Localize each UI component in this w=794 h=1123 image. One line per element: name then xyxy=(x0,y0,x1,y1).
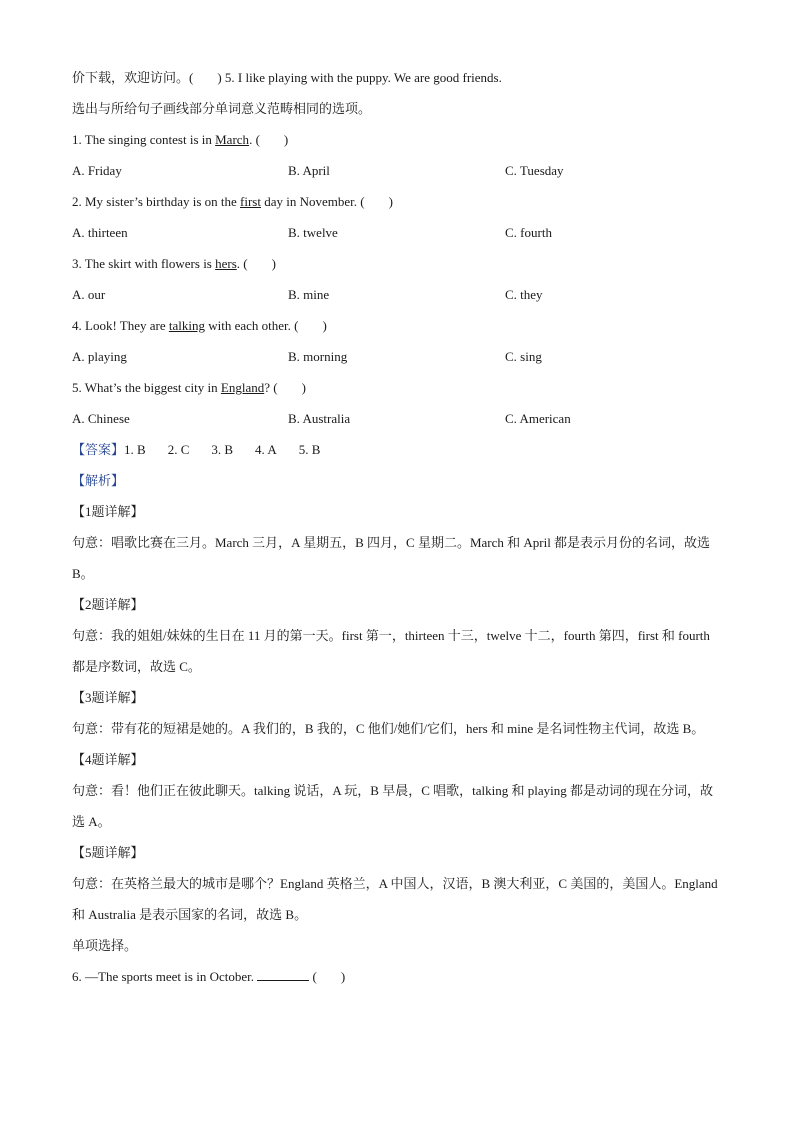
underlined-word: March xyxy=(215,132,250,147)
answer-item: 3. B xyxy=(211,442,234,457)
answer-item: 1. B xyxy=(124,442,146,457)
answer-item: 2. C xyxy=(167,442,190,457)
detail-text-1: 句意：唱歌比赛在三月。March 三月，A 星期五，B 四月，C 星期二。March 和 April 都是表示月份的名词，故选 B。 xyxy=(72,535,711,581)
option-a: A. Friday xyxy=(72,163,122,178)
option-b: B. twelve xyxy=(288,225,338,240)
question-number: 5. xyxy=(72,380,82,395)
question-text-after: . ( xyxy=(236,256,248,271)
detail-text-2: 句意：我的姐姐/妹妹的生日在 11 月的第一天。first 第一，thirteen 十三，twelve 十二，fourth 第四，first 和 fourth 都是序数词，故选 C。 xyxy=(72,628,710,674)
option-c: C. fourth xyxy=(505,225,552,240)
option-a: A. Chinese xyxy=(72,411,130,426)
question-text: The skirt with flowers is xyxy=(84,256,216,271)
question-6 xyxy=(72,961,732,992)
question-3 xyxy=(72,248,732,279)
document-page xyxy=(72,62,732,992)
detail-text-4: 句意：看！他们正在彼此聊天。talking 说话，A 玩，B 早晨，C 唱歌，talking 和 playing 都是动词的现在分词，故选 A。 xyxy=(72,783,713,829)
option-a: A. our xyxy=(72,287,106,302)
option-b: B. morning xyxy=(288,349,348,364)
detail-heading-3: 【3题详解】 xyxy=(72,690,144,705)
detail-text-3: 句意：带有花的短裙是她的。A 我们的，B 我的，C 他们/她们/它们，hers 和 mine 是名词性物主代词，故选 B。 xyxy=(72,721,705,736)
question-6-bracket: ( xyxy=(309,969,317,984)
question-4 xyxy=(72,310,732,341)
answer-label: 【答案】 xyxy=(72,442,125,457)
fill-blank xyxy=(257,968,309,981)
question-5 xyxy=(72,372,732,403)
options-1 xyxy=(72,155,732,186)
question-6-text: 6. —The sports meet is in October. xyxy=(72,969,258,984)
options-5 xyxy=(72,403,732,434)
answer-bracket-close: ) xyxy=(271,256,276,271)
options-3 xyxy=(72,279,732,310)
option-b: B. Australia xyxy=(288,411,351,426)
question-number: 2. xyxy=(72,194,82,209)
question-number: 1. xyxy=(72,132,82,147)
option-c: C. Tuesday xyxy=(505,163,564,178)
option-a: A. playing xyxy=(72,349,127,364)
underlined-word: talking xyxy=(168,318,205,333)
option-b: B. April xyxy=(288,163,330,178)
answer-bracket-close: ) xyxy=(301,380,306,395)
options-2 xyxy=(72,217,732,248)
question-number: 3. xyxy=(72,256,82,271)
answer-item: 4. A xyxy=(255,442,277,457)
answer-bracket-close: ) xyxy=(388,194,393,209)
instruction: 选出与所给句子画线部分单词意义范畴相同的选项。 xyxy=(72,101,372,116)
option-a: A. thirteen xyxy=(72,225,128,240)
top-line xyxy=(72,62,732,93)
question-2 xyxy=(72,186,732,217)
question-1 xyxy=(72,124,732,155)
top-line-prefix: 价下载，欢迎访问。( xyxy=(72,70,194,85)
option-c: C. sing xyxy=(505,349,542,364)
question-text-after: day in November. ( xyxy=(260,194,365,209)
detail-heading-1: 【1题详解】 xyxy=(72,504,144,519)
option-b: B. mine xyxy=(288,287,330,302)
answer-bracket-close: ) xyxy=(283,132,289,147)
underlined-word: first xyxy=(240,194,261,209)
detail-heading-4: 【4题详解】 xyxy=(72,752,144,767)
detail-heading-5: 【5题详解】 xyxy=(72,845,144,860)
question-text: The singing contest is in xyxy=(84,132,216,147)
top-line-suffix: ) 5. I like playing with the puppy. We are good friends. xyxy=(217,70,502,85)
section-2-title: 单项选择。 xyxy=(72,938,138,953)
question-text-after: . ( xyxy=(249,132,260,147)
question-text: My sister’s birthday is on the xyxy=(85,194,241,209)
question-text-after: with each other. ( xyxy=(204,318,299,333)
question-number: 4. xyxy=(72,318,82,333)
option-c: C. American xyxy=(505,411,571,426)
options-4 xyxy=(72,341,732,372)
answer-item: 5. B xyxy=(298,442,321,457)
underlined-word: hers xyxy=(215,256,237,271)
detail-heading-2: 【2题详解】 xyxy=(72,597,144,612)
question-text: Look! They are xyxy=(85,318,169,333)
question-text-after: ? ( xyxy=(264,380,278,395)
option-c: C. they xyxy=(505,287,543,302)
question-6-bracket-close: ) xyxy=(340,969,346,984)
detail-text-5: 句意：在英格兰最大的城市是哪个？England 英格兰，A 中国人，汉语，B 澳大利亚，C 美国的，美国人。England 和 Australia 是表示国家的名词，故选 B。 xyxy=(72,876,718,922)
answer-bracket-close: ) xyxy=(322,318,327,333)
answer-line xyxy=(72,434,732,465)
question-text: What’s the biggest city in xyxy=(84,380,221,395)
analysis-label: 【解析】 xyxy=(72,473,125,488)
underlined-word: England xyxy=(220,380,265,395)
